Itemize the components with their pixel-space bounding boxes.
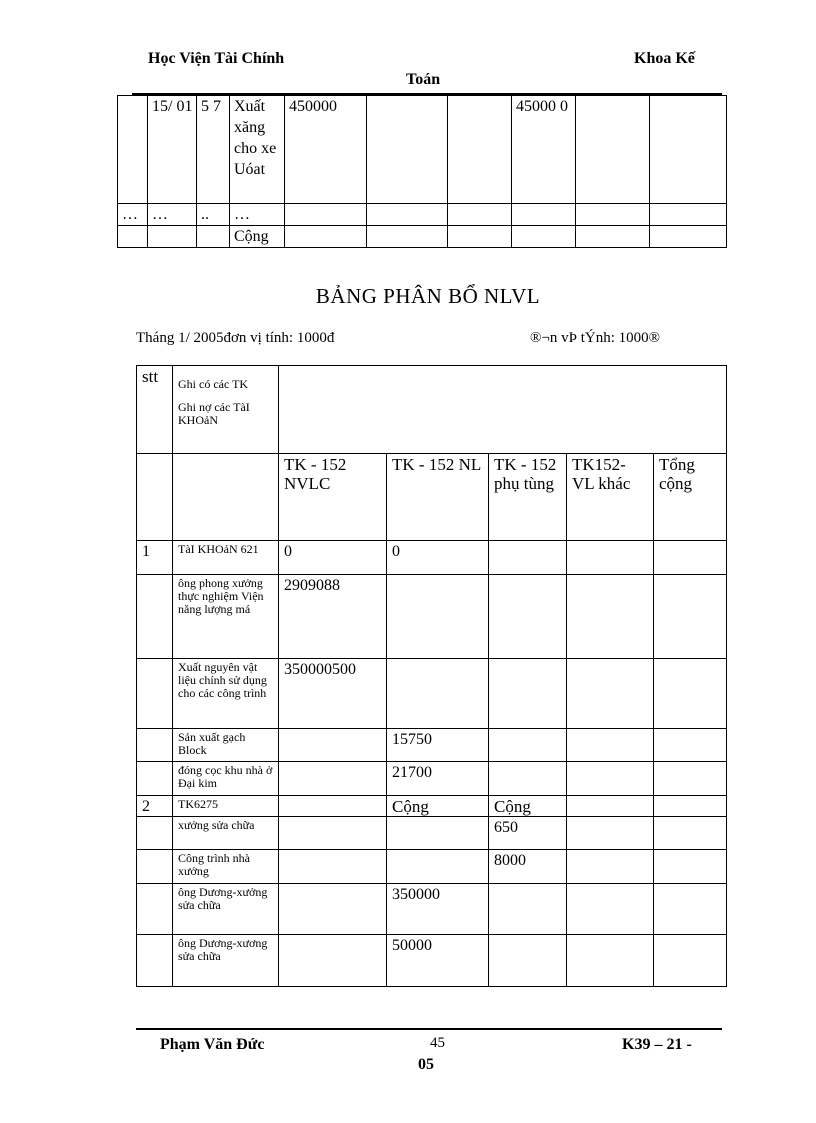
row-stt (137, 884, 173, 935)
ledger-cell (650, 204, 727, 226)
ledger-cell: Xuất xăng cho xe Uóat (230, 96, 285, 204)
ledger-cell (650, 96, 727, 204)
ledger-cell: 5 7 (197, 96, 230, 204)
ledger-row (118, 204, 727, 226)
row-description: đóng cọc khu nhà ở Đại kim (173, 762, 279, 796)
ledger-cell (367, 96, 448, 204)
ledger-cell (285, 226, 367, 248)
row-description: Công trình nhà xưởng (173, 850, 279, 884)
row-stt (137, 729, 173, 762)
row-value (654, 541, 727, 575)
column-header: TK - 152 NL (387, 454, 489, 541)
row-value (654, 729, 727, 762)
debit-label: Ghi nợ các TàI KHOảN (178, 400, 250, 427)
row-description: Xuất nguyên vật liệu chính sử dụng cho các công trình (173, 659, 279, 729)
row-value (489, 729, 567, 762)
header-department-continued: Toán (406, 71, 441, 88)
ledger-cell (512, 204, 576, 226)
footer-page-suffix: 05 (418, 1056, 434, 1073)
table-row (137, 575, 727, 659)
header-blank (279, 366, 727, 454)
table-row (137, 935, 727, 987)
table-row (137, 541, 727, 575)
row-value: 0 (387, 541, 489, 575)
table-row (137, 884, 727, 935)
ledger-cell (285, 204, 367, 226)
ledger-cell: 450000 (285, 96, 367, 204)
row-stt (137, 762, 173, 796)
footer-page-number: 45 (430, 1035, 445, 1051)
ledger-cell: … (148, 204, 197, 226)
ledger-cell (448, 226, 512, 248)
column-header: TK - 152 phụ tùng (489, 454, 567, 541)
ledger-cell (197, 226, 230, 248)
row-description: TK6275 (173, 796, 279, 817)
row-description: ông Dương-xưởng sửa chữa (173, 884, 279, 935)
row-stt: 1 (137, 541, 173, 575)
ledger-cell: Cộng (230, 226, 285, 248)
row-value: 21700 (387, 762, 489, 796)
ledger-cell (118, 226, 148, 248)
ledger-cell (367, 226, 448, 248)
row-value (279, 729, 387, 762)
column-header: TK152- VL khác (567, 454, 654, 541)
ledger-cell: 45000 0 (512, 96, 576, 204)
ledger-cell (576, 204, 650, 226)
row-stt (137, 575, 173, 659)
row-value (567, 762, 654, 796)
table-row (137, 850, 727, 884)
row-value: 15750 (387, 729, 489, 762)
table-row (137, 659, 727, 729)
table-cell (173, 454, 279, 541)
row-value (654, 935, 727, 987)
ledger-cell (448, 96, 512, 204)
row-value: 350000 (387, 884, 489, 935)
row-value (654, 884, 727, 935)
row-value: 0 (279, 541, 387, 575)
table-header-row (137, 366, 727, 454)
row-value (279, 817, 387, 850)
row-value (567, 541, 654, 575)
row-value: Cộng (387, 796, 489, 817)
row-value (279, 884, 387, 935)
footer-rule (136, 1028, 722, 1030)
table-cell (137, 454, 173, 541)
row-value (567, 850, 654, 884)
row-value (387, 659, 489, 729)
footer-author: Phạm Văn Đức (160, 1036, 265, 1053)
row-value (567, 817, 654, 850)
row-description: TàI KHOảN 621 (173, 541, 279, 575)
row-value (654, 762, 727, 796)
row-value: 2909088 (279, 575, 387, 659)
ledger-cell: … (118, 204, 148, 226)
table-row (137, 796, 727, 817)
row-value (279, 850, 387, 884)
row-value: 650 (489, 817, 567, 850)
row-value (489, 659, 567, 729)
row-value (654, 575, 727, 659)
row-value (567, 575, 654, 659)
row-value (654, 817, 727, 850)
allocation-table (136, 365, 727, 987)
footer-class-code: K39 – 21 - (622, 1036, 692, 1053)
row-stt (137, 659, 173, 729)
ledger-cell (448, 204, 512, 226)
row-value: 50000 (387, 935, 489, 987)
allocation-title: BẢNG PHÂN BỔ NLVL (315, 284, 541, 308)
row-value (567, 935, 654, 987)
ledger-cell (367, 204, 448, 226)
ledger-cell (650, 226, 727, 248)
ledger-cell (148, 226, 197, 248)
row-value (387, 575, 489, 659)
row-stt (137, 850, 173, 884)
ledger-row (118, 226, 727, 248)
row-description: ông Dương-xương sửa chữa (173, 935, 279, 987)
row-description: ông phong xưởng thực nghiệm Viện năng lượng má (173, 575, 279, 659)
row-value (567, 659, 654, 729)
row-value (567, 729, 654, 762)
allocation-unit-legacy: ®¬n vÞ tÝnh: 1000® (530, 330, 661, 346)
row-value (387, 817, 489, 850)
row-stt: 2 (137, 796, 173, 817)
row-value (654, 796, 727, 817)
ledger-cell (576, 226, 650, 248)
row-value (489, 762, 567, 796)
row-value (654, 850, 727, 884)
ledger-cell: .. (197, 204, 230, 226)
row-value: 8000 (489, 850, 567, 884)
account-header (173, 366, 279, 454)
row-value (279, 796, 387, 817)
row-description: Sản xuất gạch Block (173, 729, 279, 762)
table-row (137, 762, 727, 796)
credit-label: Ghi có các TK (178, 377, 249, 391)
row-value (489, 935, 567, 987)
allocation-period-unit: Tháng 1/ 2005đơn vị tính: 1000đ (136, 330, 335, 346)
ledger-cell (512, 226, 576, 248)
row-value (279, 935, 387, 987)
table-row (137, 817, 727, 850)
stt-header: stt (137, 366, 173, 454)
row-value: 350000500 (279, 659, 387, 729)
row-value (567, 796, 654, 817)
row-value (279, 762, 387, 796)
column-header: TK - 152 NVLC (279, 454, 387, 541)
ledger-cell: 15/ 01 (148, 96, 197, 204)
row-value: Cộng (489, 796, 567, 817)
header-institution: Học Viện Tài Chính (148, 50, 285, 67)
row-value (387, 850, 489, 884)
row-stt (137, 817, 173, 850)
table-row (137, 729, 727, 762)
ledger-row (118, 96, 727, 204)
row-value (489, 541, 567, 575)
ledger-cell (118, 96, 148, 204)
ledger-cell: … (230, 204, 285, 226)
column-header: Tổng cộng (654, 454, 727, 541)
row-stt (137, 935, 173, 987)
row-description: xưởng sửa chữa (173, 817, 279, 850)
column-header-row (137, 454, 727, 541)
ledger-cell (576, 96, 650, 204)
ledger-table (117, 95, 727, 248)
row-value (489, 884, 567, 935)
row-value (567, 884, 654, 935)
header-department: Khoa Kế (634, 50, 695, 67)
row-value (489, 575, 567, 659)
row-value (654, 659, 727, 729)
